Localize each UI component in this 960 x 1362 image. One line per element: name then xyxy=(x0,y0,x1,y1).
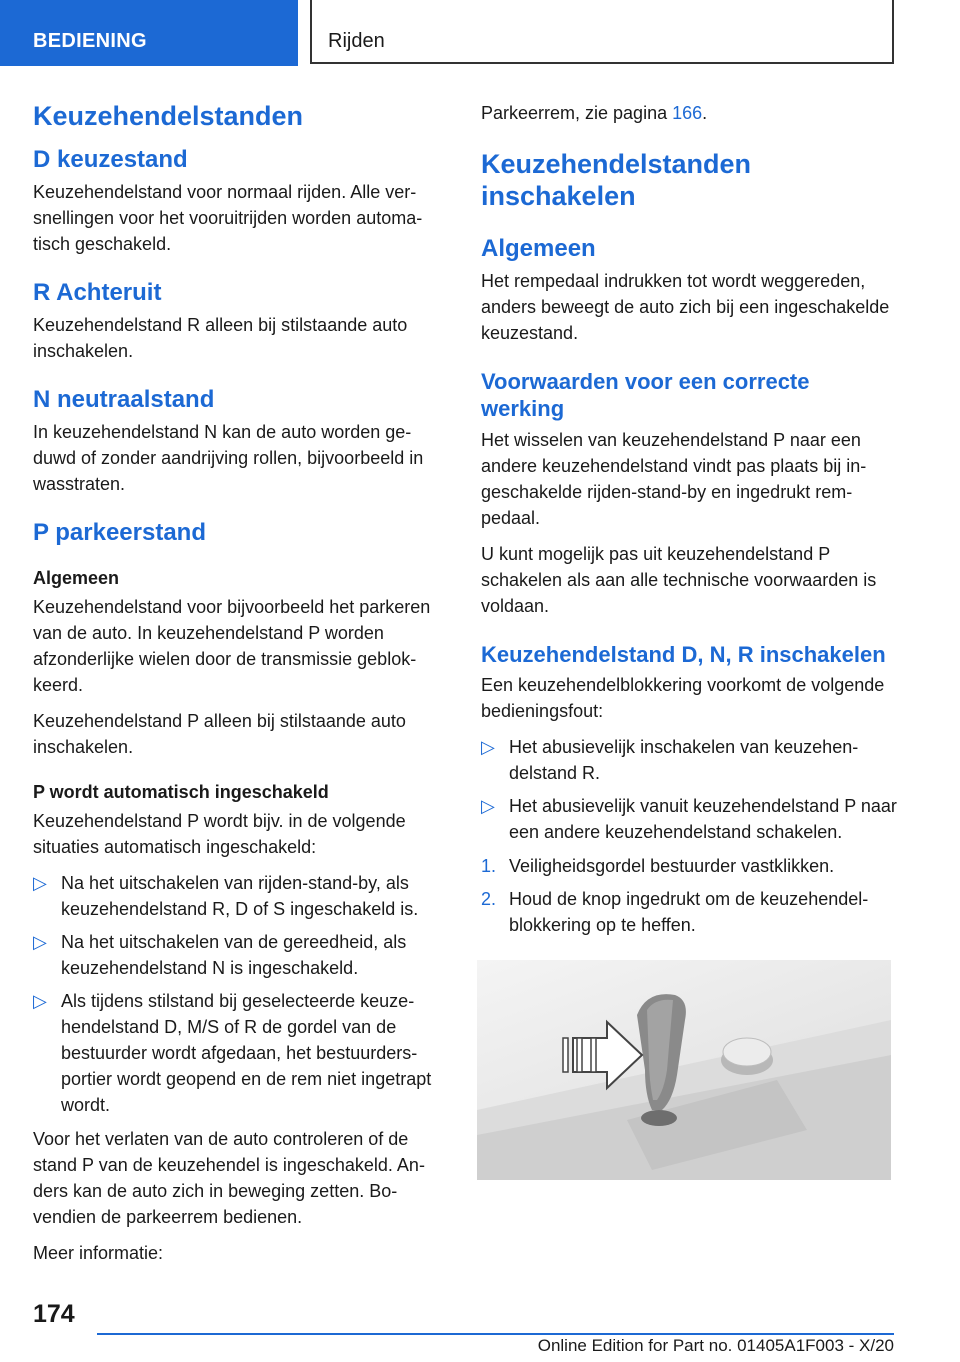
list-item: ▷ Het abusievelijk inschakelen van keuzehendelstand R. xyxy=(481,734,897,786)
section-title-shift: Keuzehendelstanden inschakelen xyxy=(481,149,752,212)
heading-general: Algemeen xyxy=(481,234,596,262)
dnr-error-list xyxy=(481,734,897,845)
edition-info: Online Edition for Part no. 01405A1F003 - X/20 xyxy=(537,1336,894,1355)
text-general: Het rempedaal indrukken tot wordt weggereden, anders beweegt de auto zich bij een ingeschakelde keuzestand. xyxy=(481,270,890,343)
triangle-bullet-icon: ▷ xyxy=(33,932,47,953)
triangle-bullet-icon: ▷ xyxy=(481,796,495,817)
text-r: Keuzehendelstand R alleen bij stilstaande auto inschakelen. xyxy=(33,314,408,361)
step-item: 2. Houd de knop ingedrukt om de keuzehendelblokkering op te heffen. xyxy=(481,886,897,938)
left-column xyxy=(33,100,448,1276)
section-conditions xyxy=(481,368,897,619)
section-p xyxy=(33,519,448,1266)
gear-lever-icon xyxy=(477,960,891,1180)
text-d: Keuzehendelstand voor normaal rijden. Alle versnellingen voor het vooruitrijden worden automatisch geschakeld. xyxy=(33,182,423,255)
heading-p-general: Algemeen xyxy=(33,567,120,588)
triangle-bullet-icon: ▷ xyxy=(481,737,495,758)
section-r xyxy=(33,279,448,364)
list-item: ▷ Na het uitschakelen van de gereedheid, als keuzehendelstand N is ingeschakeld. xyxy=(33,929,448,981)
list-item: ▷ Als tijdens stilstand bij geselecteerde keuzehendelstand D, M/S of R de gordel van de bestuurder wordt afgedaan, het bestuurdersportier wordt geopend en de rem niet ingetrapt wordt. xyxy=(33,988,448,1118)
text-p-auto-intro: Keuzehendelstand P wordt bijv. in de volgende situaties automatisch ingeschakeld: xyxy=(33,811,406,858)
section-general xyxy=(481,235,897,346)
auto-p-list xyxy=(33,870,448,1118)
footer-divider xyxy=(97,1333,894,1335)
section-label: BEDIENING xyxy=(33,30,147,52)
heading-conditions: Voorwaarden voor een correcte werking xyxy=(481,368,810,422)
right-column xyxy=(481,100,897,1180)
chapter-label: Rijden xyxy=(328,30,385,52)
section-dnr xyxy=(481,641,897,1181)
text-p-outro: Voor het verlaten van de auto controleren of de stand P van de keuzehendel is ingeschakeld. Anders kan de auto zich in beweging zetten. Bovendien de parkeerrem bedienen. xyxy=(33,1129,425,1228)
step-number: 1. xyxy=(481,856,497,877)
text-conditions-1: Het wisselen van keuzehendelstand P naar een andere keuzehendelstand vindt pas plaats bij ingeschakelde rijden-stand-by en ingedrukt rempedaal. xyxy=(481,429,867,528)
text-dnr-intro: Een keuzehendelblokkering voorkomt de volgende bedieningsfout: xyxy=(481,675,885,722)
dnr-steps xyxy=(481,853,897,938)
section-d xyxy=(33,146,448,257)
chapter-tab xyxy=(0,0,298,66)
triangle-bullet-icon: ▷ xyxy=(33,991,47,1012)
page-title: Keuzehendelstanden xyxy=(33,101,304,131)
heading-p-auto: P wordt automatisch ingeschakeld xyxy=(33,781,329,802)
text-p-general-1: Keuzehendelstand voor bijvoorbeeld het parkeren van de auto. In keuzehendelstand P worden afzonderlijke wielen door de transmissie geblokkeerd. xyxy=(33,596,431,695)
chapter-title-box xyxy=(310,0,894,64)
section-n xyxy=(33,386,448,497)
heading-n: N neutraalstand xyxy=(33,385,215,413)
heading-p: P parkeerstand xyxy=(33,518,206,546)
heading-d: D keuzestand xyxy=(33,146,188,174)
text-p-general-2: Keuzehendelstand P alleen bij stilstaande auto inschakelen. xyxy=(33,710,406,757)
heading-dnr: Keuzehendelstand D, N, R inschakelen xyxy=(481,641,886,667)
cross-reference: Parkeerrem, zie pagina 166. xyxy=(481,103,708,123)
gear-selector-illustration xyxy=(477,960,891,1180)
step-item: 1. Veiligheidsgordel bestuurder vastklikken. xyxy=(481,853,897,879)
list-item: ▷ Na het uitschakelen van rijden-stand-by, als keuzehendelstand R, D of S ingeschakeld is. xyxy=(33,870,448,922)
text-p-more: Meer informatie: xyxy=(33,1243,164,1264)
step-number: 2. xyxy=(481,889,497,910)
list-item: ▷ Het abusievelijk vanuit keuzehendelstand P naar een andere keuzehendelstand schakelen. xyxy=(481,793,897,845)
text-n: In keuzehendelstand N kan de auto worden geduwd of zonder aandrijving rollen, bijvoorbeeld in wasstraten. xyxy=(33,421,424,494)
page-link[interactable]: 166 xyxy=(672,103,703,123)
triangle-bullet-icon: ▷ xyxy=(33,873,47,894)
page-number: 174 xyxy=(33,1300,75,1328)
text-conditions-2: U kunt mogelijk pas uit keuzehendelstand P schakelen als aan alle technische voorwaarden is voldaan. xyxy=(481,543,877,616)
heading-r: R Achteruit xyxy=(33,279,162,307)
